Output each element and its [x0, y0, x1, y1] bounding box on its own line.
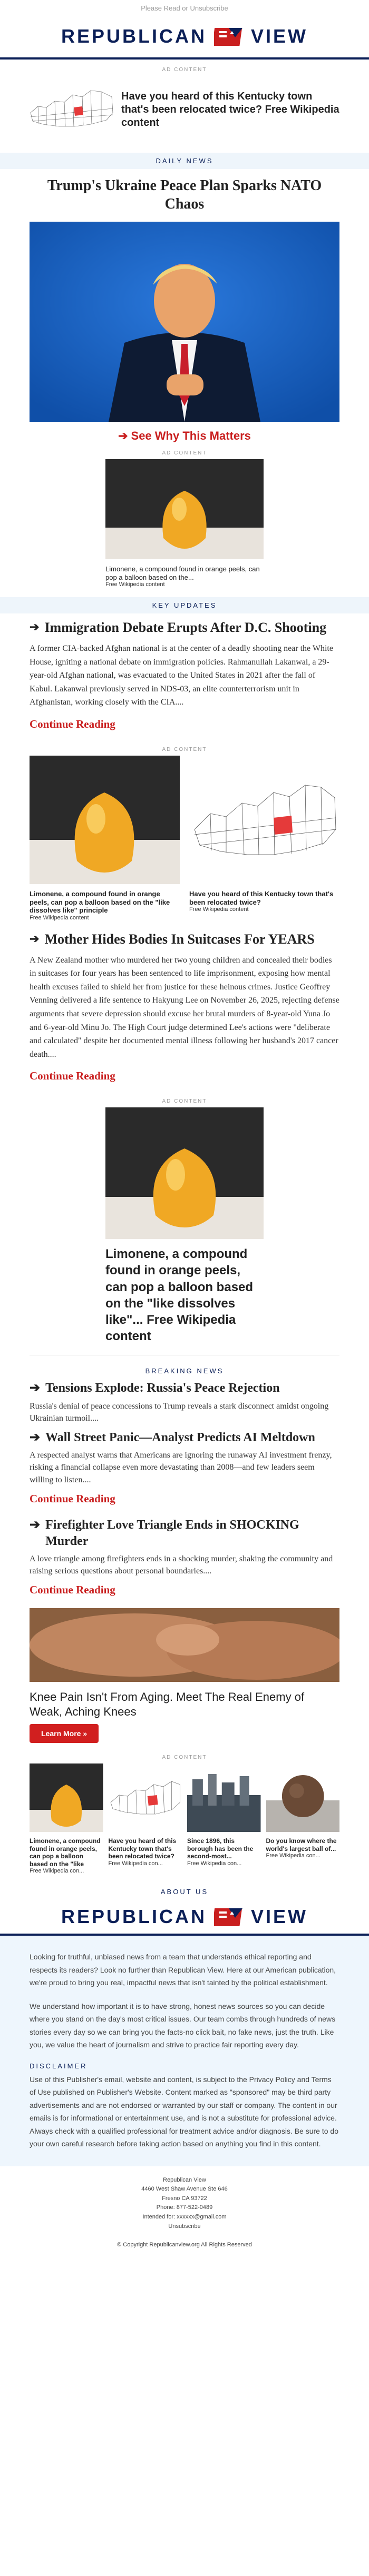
ad-source: Free Wikipedia con...	[30, 1868, 84, 1875]
header-rule	[0, 57, 369, 60]
ad-caption: Do you know where the world's largest ball of...	[266, 1837, 337, 1852]
ad-label: AD CONTENT	[162, 450, 207, 456]
footer-line: Intended for: xxxxxx@gmail.com	[142, 2213, 227, 2220]
two-ads	[30, 756, 339, 921]
ad-source: Free Wikipedia content	[189, 906, 249, 913]
arrow-right-icon: ➔	[118, 429, 128, 442]
breaking-story	[30, 1430, 339, 1512]
story-mother	[30, 930, 339, 1092]
footer-line: Fresno CA 93722	[162, 2195, 207, 2202]
ad-label: AD CONTENT	[162, 1755, 207, 1761]
ad-card[interactable]	[30, 756, 180, 921]
knee-photo[interactable]	[30, 1608, 339, 1682]
continue-reading-link[interactable]: Continue Reading	[30, 1583, 115, 1597]
arrow-bullet-icon: ➔	[30, 1381, 41, 1395]
daily-news-label: DAILY NEWS	[0, 153, 369, 169]
about-paragraph: Looking for truthful, unbiased news from a team that understands ethical reporting and respects its readers? Look no further than Republican View. Here at our American publication, we're proud to bring you real, impactful news that isn't tainted by the political establishment.	[30, 1953, 336, 1987]
brand-logo-footer[interactable]	[61, 1905, 308, 1928]
footer-line: Phone: 877-522-0489	[156, 2204, 213, 2211]
story-body: A former CIA-backed Afghan national is at the center of a deadly shooting near the White House, igniting a national debate on immigration policies. Rahmanullah Lakanwal, a 29-year-old Afghan national, was evacuated to the United States in 2021 after the fall of Kabul. Lakanwal previously served in NDS-03, an elite counterterrorism unit in Afghanistan, working closely with the CIA....	[30, 643, 333, 707]
limonene-big-ad[interactable]	[105, 1107, 264, 1344]
disclaimer-text: Use of this Publisher's email, website and content, is subject to the Privacy Policy and Terms of Use published on Publisher's Website. Content marked as "sponsored" may be third party advertisements and are not endorsed or warranted by our staff or company. The content in our emails is for informational or entertainment use, and is not a substitute for professional advice. Always check with a qualified professional for treatment advice and/or diagnosis. Be sure to do your own careful research before taking action based on anything you find in this content.	[30, 2075, 338, 2148]
brand-name-left: REPUBLICAN	[61, 1906, 207, 1928]
continue-reading-link[interactable]: Continue Reading	[30, 1492, 115, 1505]
ad-caption: Have you heard of this Kentucky town that's been relocated twice?	[108, 1837, 177, 1860]
knee-ad-caption: Knee Pain Isn't From Aging. Meet The Real Enemy of Weak, Aching Knees	[30, 1690, 305, 1718]
kentucky-map-image	[109, 1763, 182, 1832]
footer-address	[0, 2166, 369, 2237]
ad-source: Free Wikipedia con...	[108, 1860, 163, 1867]
arrow-bullet-icon: ➔	[30, 1518, 41, 1532]
arrow-bullet-icon: ➔	[30, 620, 40, 634]
brand-header	[0, 15, 369, 57]
limonene-ad-source: Free Wikipedia content	[105, 581, 165, 588]
continue-reading-link[interactable]: Continue Reading	[30, 717, 115, 730]
arrow-bullet-icon: ➔	[30, 1430, 41, 1444]
breaking-body: A love triangle among firefighters ends in a shocking murder, shaking the community and raising serious questions about personal boundaries....	[30, 1554, 333, 1576]
breaking-title[interactable]: Wall Street Panic—Analyst Predicts AI Meltdown	[45, 1430, 315, 1444]
main-headline[interactable]: Trump's Ukraine Peace Plan Sparks NATO Chaos	[47, 177, 322, 212]
ad-card[interactable]	[30, 1763, 103, 1874]
disclaimer-title: DISCLAIMER	[30, 2062, 88, 2070]
hero-image[interactable]	[30, 222, 339, 422]
flag-icon	[214, 1905, 244, 1928]
hero-photo	[30, 222, 339, 422]
key-updates-label: KEY UPDATES	[0, 597, 369, 613]
ad-caption: Limonene, a compound found in orange peels, can pop a balloon based on the "like	[30, 1837, 101, 1868]
ad-card[interactable]	[266, 1763, 340, 1874]
brand-name-left: REPUBLICAN	[61, 25, 207, 47]
ad-caption: Since 1896, this borough has been the second-most...	[187, 1837, 254, 1860]
ad-caption: Limonene, a compound found in orange peels, can pop a balloon based on the "like dissolves like" principle	[30, 889, 170, 915]
learn-more-button[interactable]: Learn More »	[30, 1724, 99, 1743]
story-body: A New Zealand mother who murdered her two young children and concealed their bodies in suitcases for four years has been sentenced to life imprisonment, exposing how mental health excuses failed to shield her from justice for these heinous crimes. Justice Geoffrey Venning delivered a life sentence to Hakyung Lee on November 26, 2025, rejecting defense arguments that severe depression should excuse her brutal murders of 8-year-old Yuna Jo and 6-year-old Minu Jo. The High Court judge determined Lee's actions were "deliberate and calculated" despite her documented mental illness following her husband's 2017 cancer death....	[30, 955, 339, 1059]
balloon-photo[interactable]	[105, 459, 264, 559]
brand-name-right: VIEW	[251, 1906, 308, 1928]
balloon-photo[interactable]	[105, 1107, 264, 1239]
kentucky-map-image[interactable]	[27, 76, 116, 143]
brand-logo[interactable]	[61, 25, 308, 48]
ad-card[interactable]	[189, 756, 339, 921]
flag-icon	[214, 25, 244, 48]
ad-source: Free Wikipedia con...	[266, 1852, 321, 1859]
copyright: © Copyright Republicanview.org All Rights Reserved	[117, 2242, 252, 2248]
ad-caption: Have you heard of this Kentucky town that's been relocated twice?	[189, 889, 334, 906]
about-paragraph: We understand how important it is to have strong, honest news sources so you can decide where you stand on the day's most critical issues. Our team combs through hundreds of news stories every day so we can bring you the facts-no click bait, no fake news, just the truth. Like you, we value the heart of journalism and strive to practice fair reporting every day.	[30, 2002, 336, 2049]
ad-label: AD CONTENT	[162, 1098, 207, 1105]
limonene-ad-caption: Limonene, a compound found in orange peels, can pop a balloon based on the...	[105, 565, 260, 581]
see-why-label: See Why This Matters	[131, 429, 251, 442]
ad-card[interactable]	[109, 1763, 182, 1874]
about-section	[0, 1936, 369, 2166]
ad-label: AD CONTENT	[162, 67, 207, 73]
breaking-story	[30, 1380, 339, 1424]
balloon-photo	[30, 756, 180, 884]
limonene-ad[interactable]	[105, 459, 264, 588]
see-why-link[interactable]	[0, 429, 369, 443]
footer-line: 4460 West Shaw Avenue Ste 646	[141, 2186, 228, 2193]
city-photo	[187, 1763, 261, 1832]
top-ad[interactable]	[27, 76, 342, 143]
breaking-title[interactable]: Tensions Explode: Russia's Peace Rejection	[45, 1381, 280, 1395]
story-title[interactable]: Immigration Debate Erupts After D.C. Shooting	[44, 620, 327, 636]
ad-card[interactable]	[187, 1763, 261, 1874]
four-ads	[30, 1763, 339, 1874]
footer-line: Republican View	[163, 2176, 206, 2183]
breaking-news-label: BREAKING NEWS	[145, 1367, 224, 1375]
knee-ad[interactable]	[30, 1608, 339, 1743]
story-title[interactable]: Mother Hides Bodies In Suitcases For YEARS	[44, 931, 315, 947]
breaking-body: Russia's denial of peace concessions to Trump reveals a stark disconnect amidst ongoing Ukrainian turmoil....	[30, 1401, 329, 1423]
top-note: Please Read or Unsubscribe	[141, 4, 228, 12]
story-immigration	[30, 619, 339, 739]
unsubscribe-link[interactable]: Unsubscribe	[168, 2223, 201, 2230]
breaking-body: A respected analyst warns that Americans are ignoring the runaway AI investment frenzy, risking a financial collapse even more devastating than 2008—and few leaders seem willing to listen....	[30, 1451, 332, 1484]
kentucky-map-image	[189, 756, 339, 884]
balloon-photo	[30, 1763, 103, 1832]
footer-brand	[0, 1900, 369, 1934]
top-ad-text[interactable]: Have you heard of this Kentucky town that's been relocated twice? Free Wikipedia content	[121, 90, 339, 128]
brand-name-right: VIEW	[251, 25, 308, 47]
ball-of-twine-photo	[266, 1763, 340, 1832]
ad-source: Free Wikipedia content	[30, 914, 89, 921]
breaking-story	[30, 1517, 339, 1603]
arrow-bullet-icon: ➔	[30, 932, 40, 945]
about-us-label: ABOUT US	[160, 1888, 209, 1896]
ad-label: AD CONTENT	[162, 746, 207, 752]
ad-source: Free Wikipedia con...	[187, 1860, 242, 1867]
breaking-title[interactable]: Firefighter Love Triangle Ends in SHOCKING Murder	[45, 1518, 299, 1548]
big-ad-caption: Limonene, a compound found in orange peels, can pop a balloon based on the "like dissolves like"... Free Wikipedia content	[105, 1247, 254, 1344]
continue-reading-link[interactable]: Continue Reading	[30, 1069, 115, 1083]
